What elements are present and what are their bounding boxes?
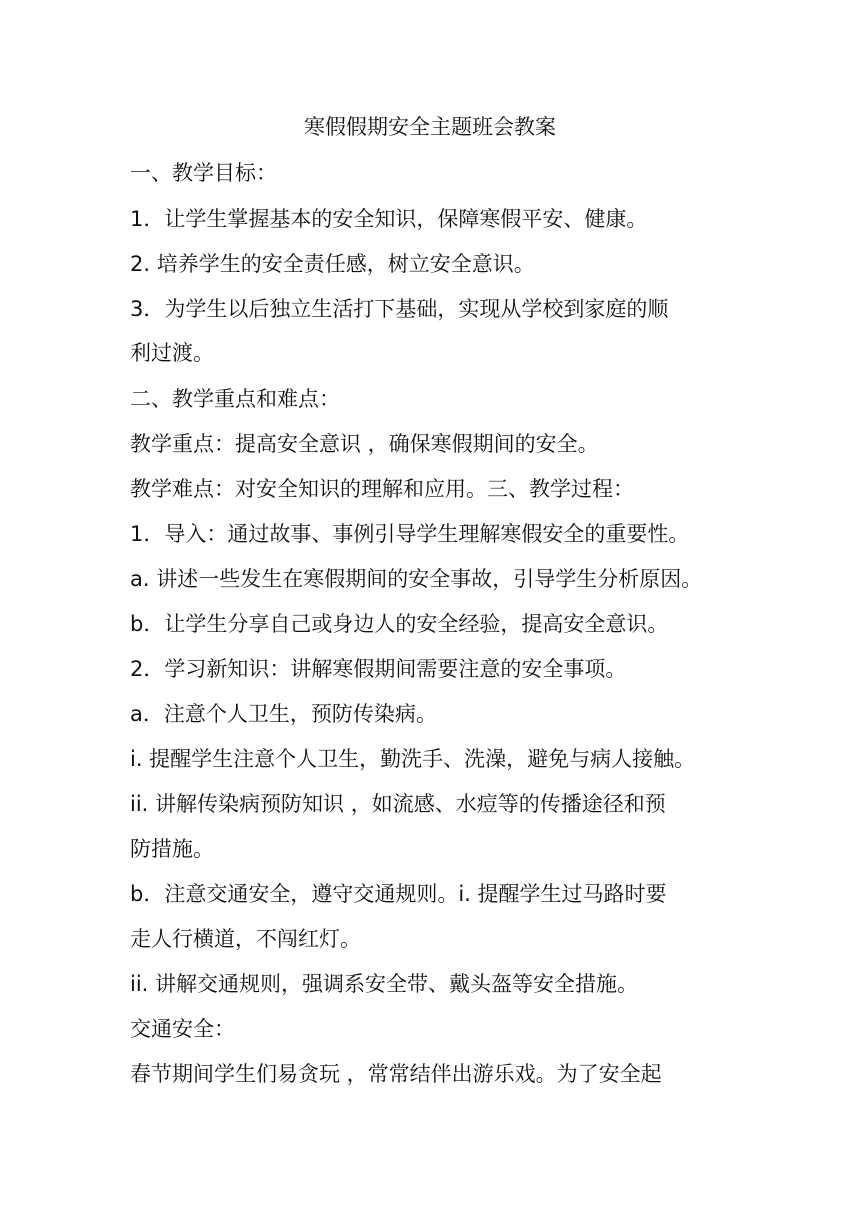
section-heading-objectives: 一、教学目标： — [130, 161, 277, 185]
paragraph-line: 1．导入：通过故事、事例引导学生理解寒假安全的重要性。 — [130, 522, 690, 546]
paragraph-line: b．注意交通安全，遵守交通规则。i. 提醒学生过马路时要 — [130, 882, 667, 906]
paragraph-line: 防措施。 — [130, 837, 214, 861]
paragraph-line: a．注意个人卫生，预防传染病。 — [130, 702, 437, 726]
paragraph-line: 教学难点：对安全知识的理解和应用。三、教学过程： — [130, 477, 634, 501]
section-heading-key-points: 二、教学重点和难点： — [130, 387, 340, 411]
paragraph-line: 春节期间学生们易贪玩 ，常常结伴出游乐戏。为了安全起 — [130, 1062, 662, 1086]
paragraph-line: 3．为学生以后独立生活打下基础，实现从学校到家庭的顺 — [130, 297, 669, 321]
document-title: 寒假假期安全主题班会教案 — [304, 115, 556, 139]
paragraph-line: ii. 讲解交通规则，强调系安全带、戴头盔等安全措施。 — [130, 972, 639, 996]
paragraph-line: 教学重点：提高安全意识 ，确保寒假期间的安全。 — [130, 432, 599, 456]
paragraph-line: 2．学习新知识：讲解寒假期间需要注意的安全事项。 — [130, 657, 627, 681]
paragraph-line: i. 提醒学生注意个人卫生，勤洗手、洗澡，避免与病人接触。 — [130, 747, 696, 771]
paragraph-line: 1．让学生掌握基本的安全知识，保障寒假平安、健康。 — [130, 207, 648, 231]
paragraph-line: a. 讲述一些发生在寒假期间的安全事故，引导学生分析原因。 — [130, 567, 703, 591]
paragraph-line: b．让学生分享自己或身边人的安全经验，提高安全意识。 — [130, 612, 669, 636]
paragraph-line: 利过渡。 — [130, 341, 214, 365]
subheading-traffic-safety: 交通安全： — [130, 1017, 235, 1041]
paragraph-line: 2. 培养学生的安全责任感，树立安全意识。 — [130, 252, 535, 276]
paragraph-line: 走人行横道，不闯红灯。 — [130, 927, 361, 951]
paragraph-line: ii. 讲解传染病预防知识 ，如流感、水痘等的传播途径和预 — [130, 792, 666, 816]
